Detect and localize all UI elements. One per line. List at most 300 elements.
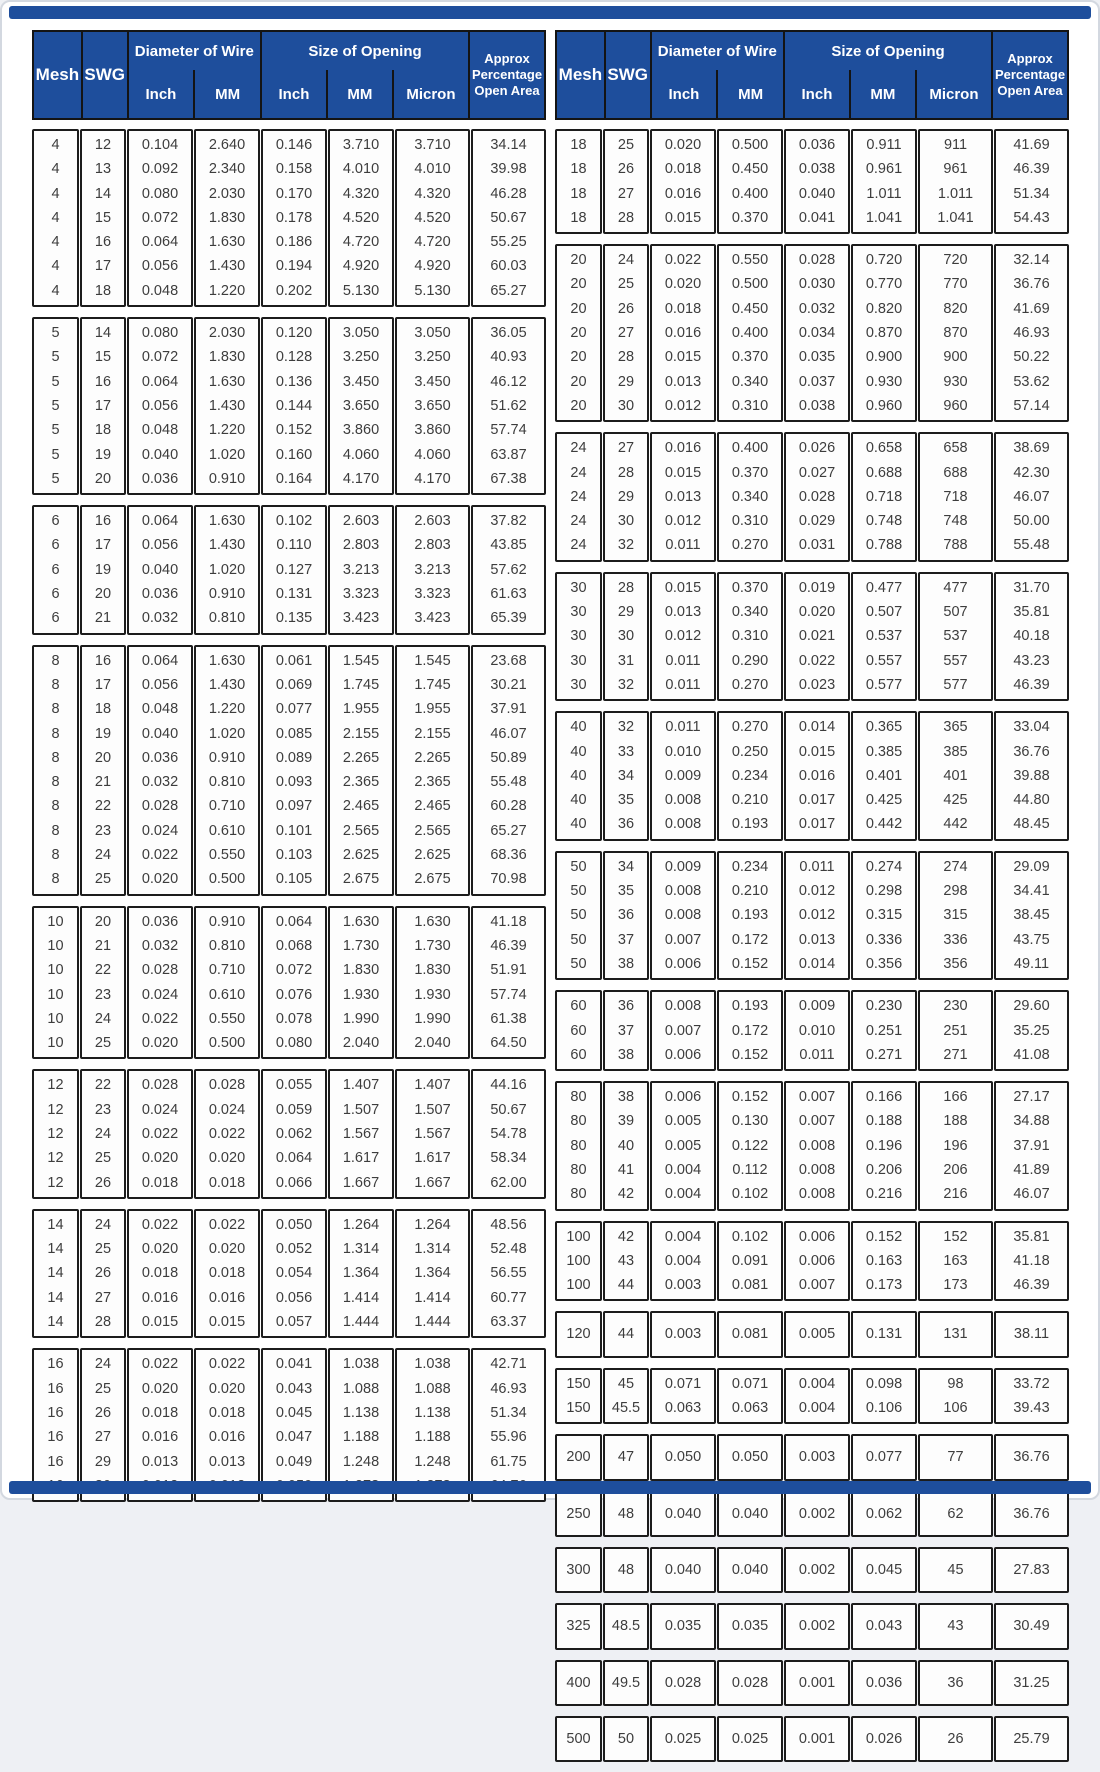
column-approx_pct_open_area <box>994 1221 1069 1302</box>
cell-approx_pct_open_area: 57.62 <box>490 561 527 578</box>
cell-opening_inch: 0.050 <box>275 1216 313 1233</box>
cell-opening_micron: 26 <box>947 1730 964 1747</box>
column-diameter_mm <box>717 1368 783 1425</box>
column-opening_micron <box>918 711 993 840</box>
cell-approx_pct_open_area: 52.48 <box>490 1241 527 1258</box>
cell-opening_inch: 0.023 <box>798 676 836 693</box>
cell-opening_mm: 1.088 <box>342 1380 380 1397</box>
column-opening_mm <box>851 1491 917 1537</box>
cell-diameter_inch: 0.024 <box>141 822 179 839</box>
column-mesh <box>32 906 79 1060</box>
cell-diameter_mm: 0.172 <box>731 1022 769 1039</box>
cell-opening_micron: 2.040 <box>414 1035 451 1052</box>
cell-opening_micron: 1.507 <box>414 1101 451 1118</box>
cell-swg: 31 <box>617 652 635 669</box>
column-diameter_inch <box>650 1081 716 1210</box>
cell-diameter_mm: 0.400 <box>731 440 769 457</box>
cell-opening_mm: 0.045 <box>865 1561 903 1578</box>
column-header-mesh: Mesh <box>35 65 80 84</box>
cell-approx_pct_open_area: 65.27 <box>490 282 527 299</box>
cell-opening_mm: 2.625 <box>342 847 380 864</box>
cell-opening_mm: 0.537 <box>865 628 903 645</box>
mesh-specification-table <box>32 30 1068 1772</box>
cell-opening_mm: 3.213 <box>342 561 380 578</box>
cell-opening_micron: 960 <box>943 397 968 414</box>
cell-approx_pct_open_area: 55.48 <box>1013 537 1050 554</box>
column-opening_inch <box>261 317 327 495</box>
cell-approx_pct_open_area: 46.93 <box>1013 325 1050 342</box>
cell-swg: 16 <box>94 234 112 251</box>
cell-diameter_mm: 0.152 <box>731 1046 769 1063</box>
cell-swg: 25 <box>94 871 112 888</box>
column-approx_pct_open_area <box>471 1348 546 1502</box>
column-opening_inch <box>261 1209 327 1338</box>
cell-approx_pct_open_area: 40.93 <box>490 349 527 366</box>
column-opening_inch <box>784 1716 850 1762</box>
cell-diameter_inch: 0.022 <box>141 1356 179 1373</box>
cell-opening_micron: 166 <box>943 1089 968 1106</box>
cell-swg: 16 <box>94 373 112 390</box>
cell-diameter_inch: 0.064 <box>141 234 179 251</box>
cell-opening_inch: 0.089 <box>275 749 313 766</box>
cell-swg: 48.5 <box>611 1618 641 1635</box>
cell-mesh: 10 <box>47 913 64 930</box>
cell-opening_micron: 356 <box>943 955 968 972</box>
cell-mesh: 16 <box>47 1429 64 1446</box>
cell-swg: 42 <box>617 1186 635 1203</box>
cell-mesh: 150 <box>566 1375 591 1392</box>
cell-approx_pct_open_area: 63.37 <box>490 1314 527 1331</box>
cell-mesh: 8 <box>51 701 60 718</box>
cell-diameter_inch: 0.036 <box>141 749 179 766</box>
cell-opening_micron: 271 <box>943 1046 968 1063</box>
cell-swg: 24 <box>94 1216 112 1233</box>
cell-swg: 25 <box>617 276 635 293</box>
cell-diameter_inch: 0.018 <box>141 1174 179 1191</box>
cell-approx_pct_open_area: 39.88 <box>1013 767 1050 784</box>
cell-opening_mm: 2.675 <box>342 871 380 888</box>
column-opening_micron <box>918 432 993 561</box>
column-diameter_mm <box>194 906 260 1060</box>
column-diameter_inch <box>127 1069 193 1198</box>
cell-approx_pct_open_area: 46.07 <box>490 725 527 742</box>
cell-mesh: 14 <box>47 1265 64 1282</box>
column-approx_pct_open_area <box>994 244 1069 422</box>
cell-diameter_mm: 0.193 <box>731 998 769 1015</box>
cell-opening_mm: 4.320 <box>342 185 380 202</box>
cell-diameter_mm: 0.193 <box>731 816 769 833</box>
cell-diameter_inch: 0.036 <box>141 913 179 930</box>
cell-swg: 26 <box>617 300 635 317</box>
cell-opening_mm: 0.166 <box>865 1089 903 1106</box>
table-left-half <box>32 30 546 1772</box>
cell-opening_inch: 0.008 <box>798 1137 836 1154</box>
cell-opening_inch: 0.008 <box>798 1186 836 1203</box>
cell-diameter_mm: 0.091 <box>731 1252 769 1269</box>
column-approx_pct_open_area <box>994 572 1069 701</box>
subheader-mm: MM <box>849 70 915 118</box>
cell-mesh: 10 <box>47 1010 64 1027</box>
cell-swg: 44 <box>617 1277 635 1294</box>
cell-opening_inch: 0.160 <box>275 446 313 463</box>
cell-approx_pct_open_area: 65.39 <box>490 610 527 627</box>
cell-opening_micron: 961 <box>943 161 968 178</box>
cell-opening_inch: 0.021 <box>798 628 836 645</box>
column-approx_pct_open_area <box>994 1081 1069 1210</box>
cell-mesh: 20 <box>570 325 587 342</box>
cell-opening_mm: 1.630 <box>342 913 380 930</box>
cell-diameter_mm: 0.016 <box>208 1289 246 1306</box>
cell-opening_micron: 4.520 <box>414 209 451 226</box>
cell-diameter_inch: 0.020 <box>141 1241 179 1258</box>
cell-diameter_mm: 1.020 <box>208 561 246 578</box>
cell-opening_inch: 0.135 <box>275 610 313 627</box>
cell-diameter_mm: 1.630 <box>208 234 246 251</box>
cell-opening_micron: 718 <box>943 488 968 505</box>
cell-opening_inch: 0.002 <box>798 1618 836 1635</box>
cell-diameter_mm: 0.910 <box>208 470 246 487</box>
cell-swg: 30 <box>617 628 635 645</box>
column-approx_pct_open_area <box>994 1547 1069 1593</box>
cell-diameter_mm: 0.450 <box>731 161 769 178</box>
cell-approx_pct_open_area: 32.14 <box>1013 252 1050 269</box>
cell-opening_mm: 0.960 <box>865 397 903 414</box>
cell-opening_inch: 0.022 <box>798 652 836 669</box>
cell-opening_mm: 3.860 <box>342 422 380 439</box>
cell-opening_inch: 0.001 <box>798 1674 836 1691</box>
column-swg <box>80 1069 126 1198</box>
cell-opening_inch: 0.031 <box>798 537 836 554</box>
cell-diameter_inch: 0.071 <box>664 1375 702 1392</box>
cell-approx_pct_open_area: 43.75 <box>1013 931 1050 948</box>
column-opening_mm <box>851 1311 917 1357</box>
cell-opening_micron: 870 <box>943 325 968 342</box>
cell-swg: 14 <box>94 185 112 202</box>
cell-diameter_inch: 0.008 <box>664 883 702 900</box>
cell-mesh: 5 <box>51 446 60 463</box>
cell-opening_inch: 0.035 <box>798 349 836 366</box>
cell-mesh: 50 <box>570 931 587 948</box>
cell-mesh: 80 <box>570 1186 587 1203</box>
cell-opening_inch: 0.144 <box>275 397 313 414</box>
cell-swg: 20 <box>94 586 112 603</box>
column-opening_mm <box>328 129 394 307</box>
cell-opening_inch: 0.028 <box>798 488 836 505</box>
cell-opening_inch: 0.103 <box>275 847 313 864</box>
column-opening_inch <box>784 1081 850 1210</box>
cell-opening_inch: 0.186 <box>275 234 313 251</box>
cell-opening_mm: 0.206 <box>865 1161 903 1178</box>
cell-opening_micron: 1.364 <box>414 1265 451 1282</box>
cell-opening_inch: 0.026 <box>798 440 836 457</box>
column-diameter_mm <box>717 1547 783 1593</box>
cell-mesh: 8 <box>51 676 60 693</box>
mesh-group <box>32 645 546 896</box>
cell-mesh: 8 <box>51 798 60 815</box>
column-diameter_mm <box>717 244 783 422</box>
cell-opening_mm: 0.315 <box>865 907 903 924</box>
cell-opening_micron: 385 <box>943 743 968 760</box>
cell-mesh: 12 <box>47 1174 64 1191</box>
column-diameter_inch <box>127 505 193 634</box>
column-diameter_mm <box>717 129 783 234</box>
cell-swg: 41 <box>617 1161 635 1178</box>
column-opening_mm <box>328 645 394 896</box>
cell-mesh: 4 <box>51 185 60 202</box>
cell-opening_micron: 45 <box>947 1561 964 1578</box>
column-diameter_mm <box>194 1348 260 1502</box>
cell-approx_pct_open_area: 41.18 <box>1013 1252 1050 1269</box>
cell-diameter_inch: 0.048 <box>141 422 179 439</box>
cell-approx_pct_open_area: 70.98 <box>490 871 527 888</box>
cell-approx_pct_open_area: 46.12 <box>490 373 527 390</box>
column-diameter_mm <box>717 990 783 1071</box>
column-mesh <box>32 1348 79 1502</box>
cell-mesh: 8 <box>51 749 60 766</box>
cell-approx_pct_open_area: 36.76 <box>1013 743 1050 760</box>
cell-diameter_mm: 0.550 <box>208 847 246 864</box>
column-approx_pct_open_area <box>994 432 1069 561</box>
column-header-swg: SWG <box>604 32 650 118</box>
cell-opening_mm: 0.385 <box>865 743 903 760</box>
cell-opening_micron: 274 <box>943 858 968 875</box>
cell-diameter_inch: 0.056 <box>141 397 179 414</box>
cell-swg: 22 <box>94 798 112 815</box>
cell-opening_mm: 1.507 <box>342 1101 380 1118</box>
cell-opening_mm: 0.788 <box>865 537 903 554</box>
cell-diameter_mm: 0.310 <box>731 513 769 530</box>
cell-swg: 25 <box>94 1241 112 1258</box>
cell-swg: 45.5 <box>611 1400 641 1417</box>
cell-mesh: 4 <box>51 258 60 275</box>
cell-swg: 48 <box>617 1561 635 1578</box>
cell-diameter_mm: 0.250 <box>731 743 769 760</box>
column-group-diameter-of-wire <box>127 32 260 118</box>
column-opening_micron <box>918 990 993 1071</box>
column-diameter_mm <box>717 1434 783 1480</box>
column-group-size-of-opening <box>783 32 991 118</box>
cell-opening_micron: 4.920 <box>414 258 451 275</box>
cell-opening_mm: 4.920 <box>342 258 380 275</box>
cell-approx_pct_open_area: 34.41 <box>1013 883 1050 900</box>
cell-swg: 36 <box>617 998 635 1015</box>
column-diameter_mm <box>717 572 783 701</box>
column-swg <box>603 1368 649 1425</box>
mesh-group <box>555 1221 1069 1302</box>
column-diameter_mm <box>717 1603 783 1649</box>
cell-swg: 30 <box>617 513 635 530</box>
cell-diameter_mm: 0.016 <box>208 1429 246 1446</box>
cell-mesh: 4 <box>51 137 60 153</box>
column-opening_micron <box>918 129 993 234</box>
mesh-group <box>555 1368 1069 1425</box>
cell-diameter_mm: 0.081 <box>731 1326 769 1343</box>
cell-mesh: 30 <box>570 604 587 621</box>
cell-swg: 32 <box>617 537 635 554</box>
cell-opening_micron: 196 <box>943 1137 968 1154</box>
cell-mesh: 5 <box>51 470 60 487</box>
cell-mesh: 40 <box>570 816 587 833</box>
column-opening_inch <box>784 711 850 840</box>
column-diameter_mm <box>717 1660 783 1706</box>
cell-opening_mm: 2.265 <box>342 749 380 766</box>
column-header-open-area: Approx Percentage Open Area <box>468 32 544 118</box>
mesh-group <box>555 851 1069 980</box>
cell-diameter_mm: 0.172 <box>731 931 769 948</box>
cell-mesh: 12 <box>47 1125 64 1142</box>
column-mesh <box>555 432 602 561</box>
cell-opening_mm: 1.930 <box>342 986 380 1003</box>
cell-opening_micron: 131 <box>943 1326 968 1343</box>
cell-opening_inch: 0.015 <box>798 743 836 760</box>
subheader-mm: MM <box>716 70 783 118</box>
cell-diameter_inch: 0.028 <box>141 962 179 979</box>
cell-mesh: 40 <box>570 719 587 736</box>
cell-opening_mm: 3.423 <box>342 610 380 627</box>
cell-opening_mm: 0.188 <box>865 1113 903 1130</box>
column-approx_pct_open_area <box>471 906 546 1060</box>
column-approx_pct_open_area <box>994 1716 1069 1762</box>
cell-mesh: 18 <box>570 185 587 202</box>
cell-swg: 23 <box>94 1101 112 1118</box>
column-opening_inch <box>261 129 327 307</box>
cell-approx_pct_open_area: 61.63 <box>490 586 527 603</box>
cell-mesh: 12 <box>47 1150 64 1167</box>
cell-opening_inch: 0.128 <box>275 349 313 366</box>
cell-mesh: 80 <box>570 1137 587 1154</box>
column-swg <box>603 990 649 1071</box>
cell-opening_mm: 0.298 <box>865 883 903 900</box>
cell-mesh: 10 <box>47 1035 64 1052</box>
cell-opening_micron: 43 <box>947 1618 964 1635</box>
column-opening_inch <box>784 572 850 701</box>
cell-opening_micron: 2.365 <box>414 774 451 791</box>
cell-diameter_mm: 0.025 <box>731 1730 769 1747</box>
cell-opening_mm: 1.188 <box>342 1429 380 1446</box>
cell-approx_pct_open_area: 25.79 <box>1013 1730 1050 1747</box>
cell-opening_inch: 0.001 <box>798 1730 836 1747</box>
cell-opening_micron: 4.170 <box>414 470 451 487</box>
cell-opening_mm: 1.407 <box>342 1077 380 1094</box>
cell-opening_inch: 0.006 <box>798 1228 836 1245</box>
mesh-group <box>32 1209 546 1338</box>
cell-diameter_inch: 0.006 <box>664 1046 702 1063</box>
cell-mesh: 80 <box>570 1161 587 1178</box>
cell-opening_inch: 0.064 <box>275 1150 313 1167</box>
cell-approx_pct_open_area: 38.69 <box>1013 440 1050 457</box>
cell-approx_pct_open_area: 37.91 <box>490 701 527 718</box>
mesh-group <box>555 990 1069 1071</box>
cell-diameter_mm: 0.910 <box>208 913 246 930</box>
cell-diameter_inch: 0.040 <box>664 1505 702 1522</box>
cell-opening_micron: 1.038 <box>414 1356 451 1373</box>
column-mesh <box>555 1368 602 1425</box>
cell-diameter_mm: 0.370 <box>731 464 769 481</box>
column-swg <box>603 432 649 561</box>
cell-diameter_inch: 0.008 <box>664 816 702 833</box>
column-diameter_mm <box>194 317 260 495</box>
cell-opening_mm: 0.820 <box>865 300 903 317</box>
cell-approx_pct_open_area: 63.87 <box>490 446 527 463</box>
cell-diameter_mm: 0.500 <box>731 276 769 293</box>
cell-mesh: 5 <box>51 397 60 414</box>
cell-mesh: 10 <box>47 986 64 1003</box>
opening-subheaders <box>262 70 468 118</box>
cell-swg: 26 <box>94 1265 112 1282</box>
group-title-diameter: Diameter of Wire <box>134 42 254 60</box>
cell-swg: 35 <box>617 883 635 900</box>
cell-opening_micron: 3.450 <box>414 373 451 390</box>
cell-approx_pct_open_area: 61.75 <box>490 1453 527 1470</box>
cell-diameter_inch: 0.013 <box>664 488 702 505</box>
cell-opening_micron: 1.730 <box>414 937 451 954</box>
cell-opening_mm: 1.248 <box>342 1453 380 1470</box>
cell-swg: 49.5 <box>611 1674 641 1691</box>
cell-opening_micron: 251 <box>943 1022 968 1039</box>
cell-mesh: 12 <box>47 1077 64 1094</box>
column-mesh <box>555 1221 602 1302</box>
cell-opening_inch: 0.012 <box>798 883 836 900</box>
cell-mesh: 6 <box>51 586 60 603</box>
cell-swg: 38 <box>617 1046 635 1063</box>
column-diameter_inch <box>650 244 716 422</box>
cell-diameter_inch: 0.025 <box>664 1730 702 1747</box>
cell-opening_micron: 2.565 <box>414 822 451 839</box>
cell-opening_mm: 4.520 <box>342 209 380 226</box>
cell-opening_mm: 0.336 <box>865 931 903 948</box>
cell-approx_pct_open_area: 29.60 <box>1013 998 1050 1015</box>
cell-opening_micron: 3.250 <box>414 349 451 366</box>
cell-diameter_mm: 0.550 <box>208 1010 246 1027</box>
cell-opening_inch: 0.194 <box>275 258 313 275</box>
cell-opening_mm: 4.010 <box>342 161 380 178</box>
cell-approx_pct_open_area: 36.76 <box>1013 276 1050 293</box>
column-opening_mm <box>851 244 917 422</box>
column-swg <box>80 1348 126 1502</box>
cell-diameter_mm: 0.020 <box>208 1380 246 1397</box>
group-title-diameter: Diameter of Wire <box>657 42 777 60</box>
cell-diameter_inch: 0.008 <box>664 792 702 809</box>
cell-opening_micron: 106 <box>943 1400 968 1417</box>
subheader-micron: Micron <box>915 70 991 118</box>
mesh-group <box>555 129 1069 234</box>
column-diameter_mm <box>717 1716 783 1762</box>
cell-diameter_mm: 0.102 <box>731 1186 769 1203</box>
cell-swg: 40 <box>617 1137 635 1154</box>
cell-approx_pct_open_area: 44.16 <box>490 1077 527 1094</box>
cell-mesh: 24 <box>570 440 587 457</box>
column-opening_mm <box>851 1368 917 1425</box>
cell-approx_pct_open_area: 67.38 <box>490 470 527 487</box>
cell-diameter_mm: 1.430 <box>208 676 246 693</box>
column-approx_pct_open_area <box>994 1368 1069 1425</box>
cell-diameter_inch: 0.012 <box>664 628 702 645</box>
cell-diameter_mm: 0.018 <box>208 1265 246 1282</box>
cell-diameter_inch: 0.028 <box>141 798 179 815</box>
cell-approx_pct_open_area: 41.69 <box>1013 300 1050 317</box>
column-opening_mm <box>851 1221 917 1302</box>
column-diameter_mm <box>717 851 783 980</box>
mesh-group <box>32 129 546 307</box>
cell-mesh: 200 <box>566 1449 591 1466</box>
cell-diameter_inch: 0.020 <box>141 1380 179 1397</box>
cell-opening_inch: 0.146 <box>275 137 313 153</box>
cell-opening_inch: 0.110 <box>276 537 312 554</box>
table-header-left <box>32 30 546 120</box>
cell-opening_micron: 206 <box>943 1161 968 1178</box>
cell-approx_pct_open_area: 42.30 <box>1013 464 1050 481</box>
cell-opening_micron: 1.955 <box>414 701 451 718</box>
